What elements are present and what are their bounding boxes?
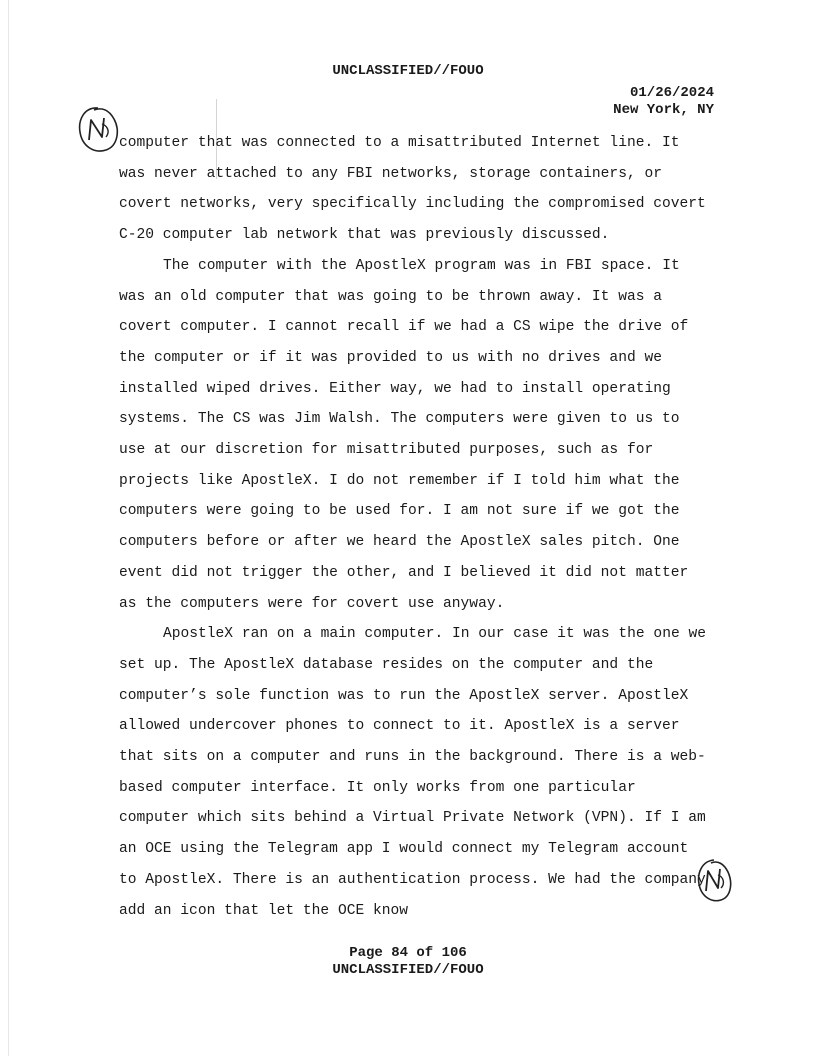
header-classification: UNCLASSIFIED//FOUO xyxy=(332,63,484,79)
document-date: 01/26/2024 xyxy=(629,85,714,101)
document-body xyxy=(119,128,711,926)
footer-classification: UNCLASSIFIED//FOUO xyxy=(332,962,484,978)
paragraph-2: The computer with the ApostleX program was in FBI space. It was an old computer that was going to be thrown away. It was a covert computer. I cannot recall if we had a CS wipe the drive of the computer or if it was provided to us with no drives and we installed wiped drives. Either way, we had to install operating systems. The CS was Jim Walsh. The computers were given to us to use at our discretion for misattributed purposes, such as for projects like ApostleX. I do not remember if I told him what the computers were going to be used for. I am not sure if we got the computers before or after we heard the ApostleX sales pitch. One event did not trigger the other, and I believed it did not matter as the computers were for covert use anyway. xyxy=(119,257,689,612)
document-location: New York, NY xyxy=(613,102,714,118)
handwritten-initials-bottom xyxy=(694,857,734,905)
paragraph-1: computer that was connected to a misattributed Internet line. It was never attached to any FBI networks, storage containers, or covert networks, very specifically including the compromised covert C-20 computer lab network that was previously discussed. xyxy=(119,135,706,244)
page-footer xyxy=(0,945,816,979)
paragraph-3: ApostleX ran on a main computer. In our case it was the one we set up. The ApostleX database resides on the computer and the computer’s sole function was to run the ApostleX server. ApostleX allowed undercover phones to connect to it. ApostleX is a server that sits on a computer and runs in the background. There is a web-based computer interface. It only works from one particular computer which sits behind a Virtual Private Network (VPN). If I am an OCE using the Telegram app I would connect my Telegram account to ApostleX. There is an authentication process. We had the company add an icon that let the OCE know xyxy=(119,626,706,919)
scan-edge-line xyxy=(8,0,9,1056)
date-location-block xyxy=(613,85,714,119)
page-number: Page 84 of 106 xyxy=(349,945,467,961)
handwritten-initials-top xyxy=(76,104,120,156)
